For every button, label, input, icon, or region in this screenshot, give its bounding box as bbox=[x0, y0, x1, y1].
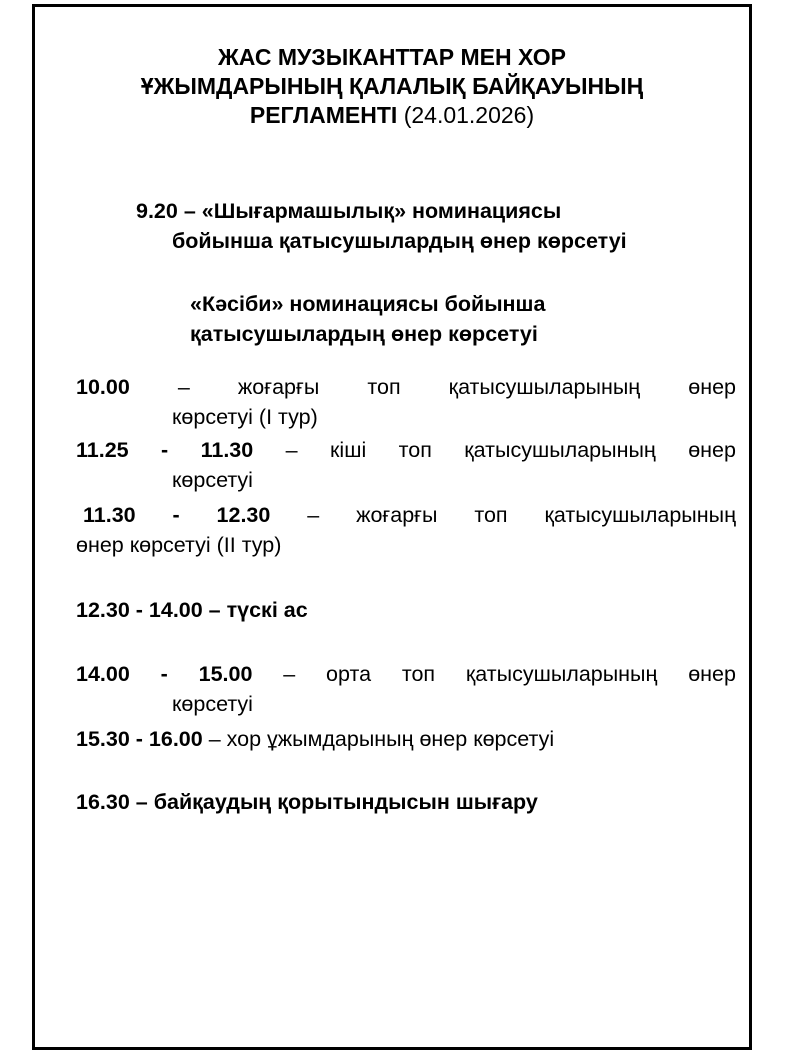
title-line-1: ЖАС МУЗЫКАНТТАР МЕН ХОР bbox=[218, 44, 566, 70]
choir-text: – хор ұжымдарының өнер көрсетуі bbox=[202, 727, 555, 751]
creative-title: – «Шығармашылық» номинациясы bbox=[177, 199, 562, 223]
word: – bbox=[285, 438, 298, 462]
word: кіші bbox=[330, 438, 367, 462]
creative-time: 9.20 bbox=[136, 199, 178, 223]
word: қатысушыларының bbox=[448, 375, 641, 399]
word: қатысушыларының bbox=[465, 662, 658, 686]
schedule-item-1400-line-2: көрсетуі bbox=[172, 692, 253, 716]
time-1000: 10.00 bbox=[76, 375, 130, 399]
schedule-item-1125-line-2: көрсетуі bbox=[172, 468, 253, 492]
time-dash: - bbox=[172, 503, 180, 527]
time-end: 12.30 bbox=[216, 503, 271, 527]
schedule-item-1130-line-2: өнер көрсетуі (II тур) bbox=[76, 533, 282, 557]
schedule-item-1125 bbox=[76, 436, 736, 464]
word: қатысушыларының bbox=[464, 438, 656, 462]
lunch-break: 12.30 - 14.00 – түскі ас bbox=[76, 598, 308, 622]
word: жоғарғы bbox=[237, 375, 320, 399]
professional-line-1: «Кәсіби» номинациясы бойынша bbox=[190, 292, 546, 316]
schedule-item-1130 bbox=[83, 501, 736, 529]
word: – bbox=[177, 375, 190, 399]
title-date: (24.01.2026) bbox=[403, 102, 535, 128]
time-dash: - bbox=[161, 438, 169, 462]
word: топ bbox=[474, 503, 508, 527]
schedule-item-1000 bbox=[76, 373, 736, 401]
word: топ bbox=[367, 375, 401, 399]
title-word-reglament: РЕГЛАМЕНТІ bbox=[249, 102, 398, 128]
time-end: 15.00 bbox=[198, 662, 253, 686]
word: жоғарғы bbox=[356, 503, 438, 527]
professional-line-2: қатысушылардың өнер көрсетуі bbox=[190, 322, 538, 346]
time-start: 11.25 bbox=[76, 438, 129, 462]
results-announcement: 16.30 – байқаудың қорытындысын шығару bbox=[76, 790, 538, 814]
time-start: 11.30 bbox=[83, 503, 136, 527]
word: қатысушыларының bbox=[544, 503, 736, 527]
schedule-item-1000-line-2: көрсетуі (I тур) bbox=[172, 405, 318, 429]
choir-time: 15.30 - 16.00 bbox=[76, 727, 203, 751]
time-end: 11.30 bbox=[200, 438, 254, 462]
word: өнер bbox=[688, 438, 736, 462]
creative-line-1 bbox=[136, 197, 561, 225]
title-line-2: ҰЖЫМДАРЫНЫҢ ҚАЛАЛЫҚ БАЙҚАУЫНЫҢ bbox=[140, 73, 644, 99]
time-start: 14.00 bbox=[76, 662, 130, 686]
schedule-item-1400 bbox=[76, 660, 736, 688]
word: өнер bbox=[688, 662, 736, 686]
title-line-3 bbox=[36, 101, 748, 130]
time-dash: - bbox=[160, 662, 168, 686]
word: топ bbox=[401, 662, 436, 686]
word: өнер bbox=[688, 375, 736, 399]
word: – bbox=[307, 503, 320, 527]
creative-line-2: бойынша қатысушылардың өнер көрсетуі bbox=[172, 229, 627, 253]
word: топ bbox=[398, 438, 432, 462]
word: орта bbox=[326, 662, 372, 686]
word: – bbox=[283, 662, 296, 686]
schedule-item-choir bbox=[76, 725, 554, 753]
